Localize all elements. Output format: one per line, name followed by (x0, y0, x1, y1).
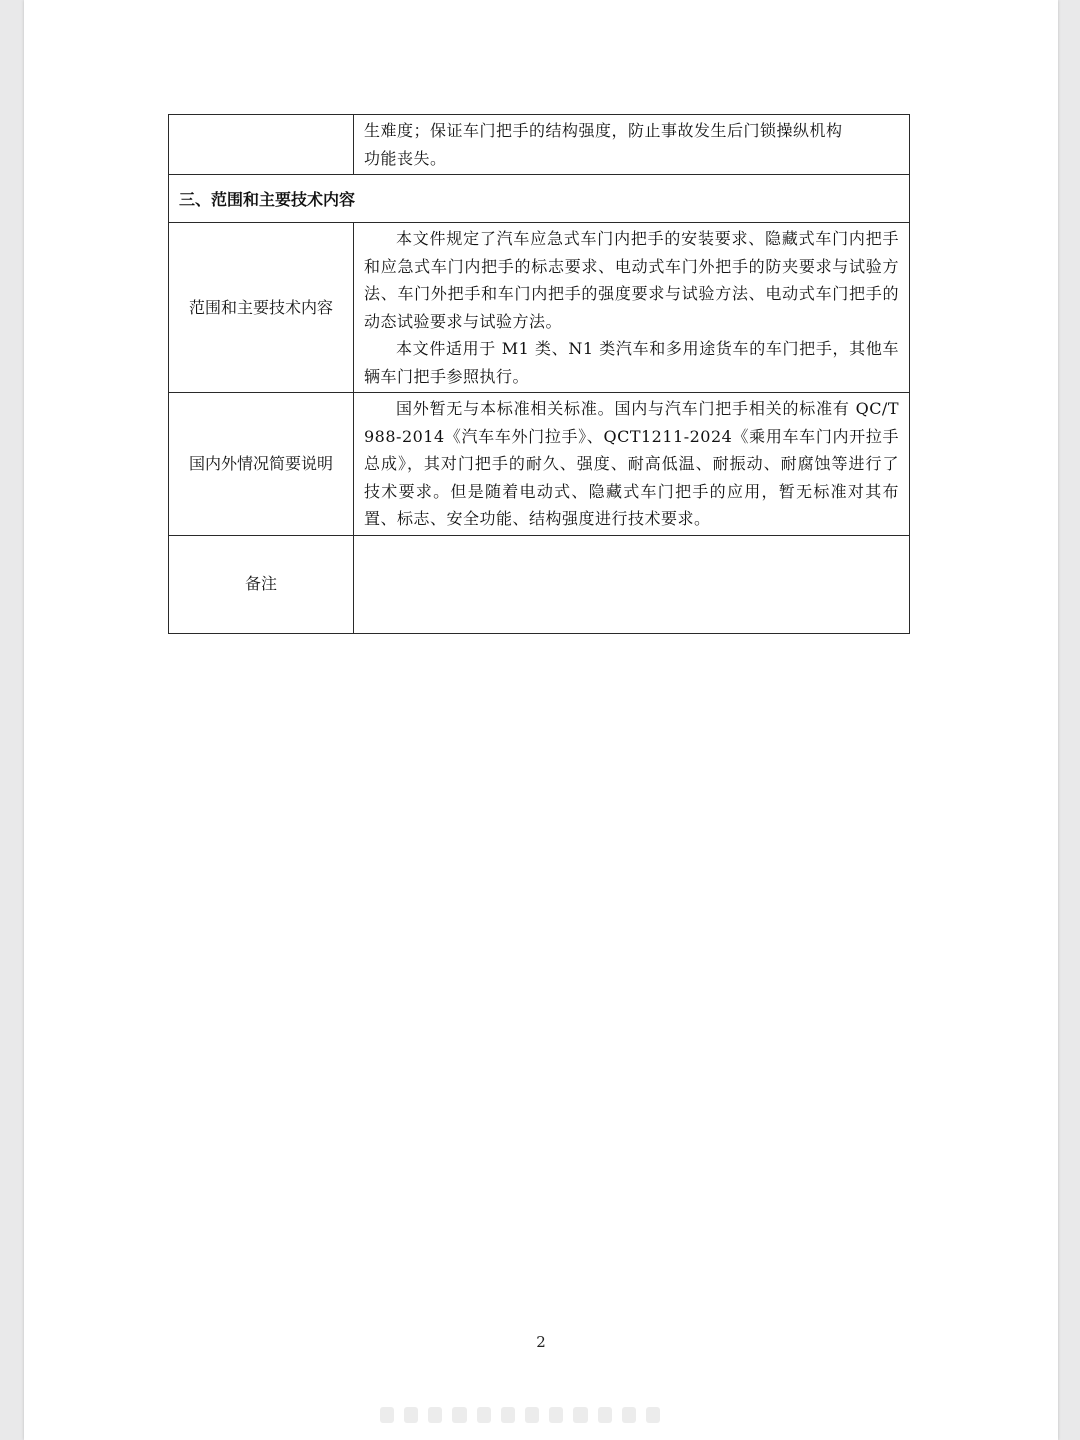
page-number: 2 (536, 1333, 546, 1351)
remarks-value (354, 535, 910, 633)
scope-paragraph-1: 本文件规定了汽车应急式车门内把手的安装要求、隐藏式车门内把手和应急式车门内把手的标志要求、电动式车门外把手的防夹要求与试验方法、车门外把手和车门内把手的强度要求与试验方法、电动式车门把手的动态试验要求与试验方法。 (364, 229, 899, 331)
scope-label: 范围和主要技术内容 (169, 223, 354, 393)
watermark-strip (380, 1406, 660, 1424)
continuation-line-2: 功能丧失。 (364, 148, 447, 168)
intl-row (169, 393, 910, 536)
continuation-line-1: 生难度；保证车门把手的结构强度，防止事故发生后门锁操纵机构 (364, 121, 843, 140)
scope-paragraph-2: 本文件适用于 M1 类、N1 类汽车和多用途货车的车门把手，其他车辆车门把手参照执行。 (364, 339, 899, 386)
intl-content (354, 393, 910, 536)
continuation-text (354, 115, 910, 175)
section-heading-row (169, 175, 910, 223)
scope-row (169, 223, 910, 393)
continuation-row (169, 115, 910, 175)
standard-info-table (168, 114, 910, 634)
section-heading: 三、范围和主要技术内容 (169, 175, 910, 223)
scope-content (354, 223, 910, 393)
document-page (24, 0, 1058, 1440)
intl-paragraph: 国外暂无与本标准相关标准。国内与汽车门把手相关的标准有 QC/T 988-2014《汽车车外门拉手》、QCT1211-2024《乘用车车门内开拉手总成》，其对门把手的耐久、强度、耐高低温、耐振动、耐腐蚀等进行了技术要求。但是随着电动式、隐藏式车门把手的应用，暂无标准对其布置、标志、安全功能、结构强度进行技术要求。 (364, 399, 899, 528)
remarks-row (169, 535, 910, 633)
intl-label: 国内外情况简要说明 (169, 393, 354, 536)
remarks-label: 备注 (169, 535, 354, 633)
continuation-label-cell (169, 115, 354, 175)
